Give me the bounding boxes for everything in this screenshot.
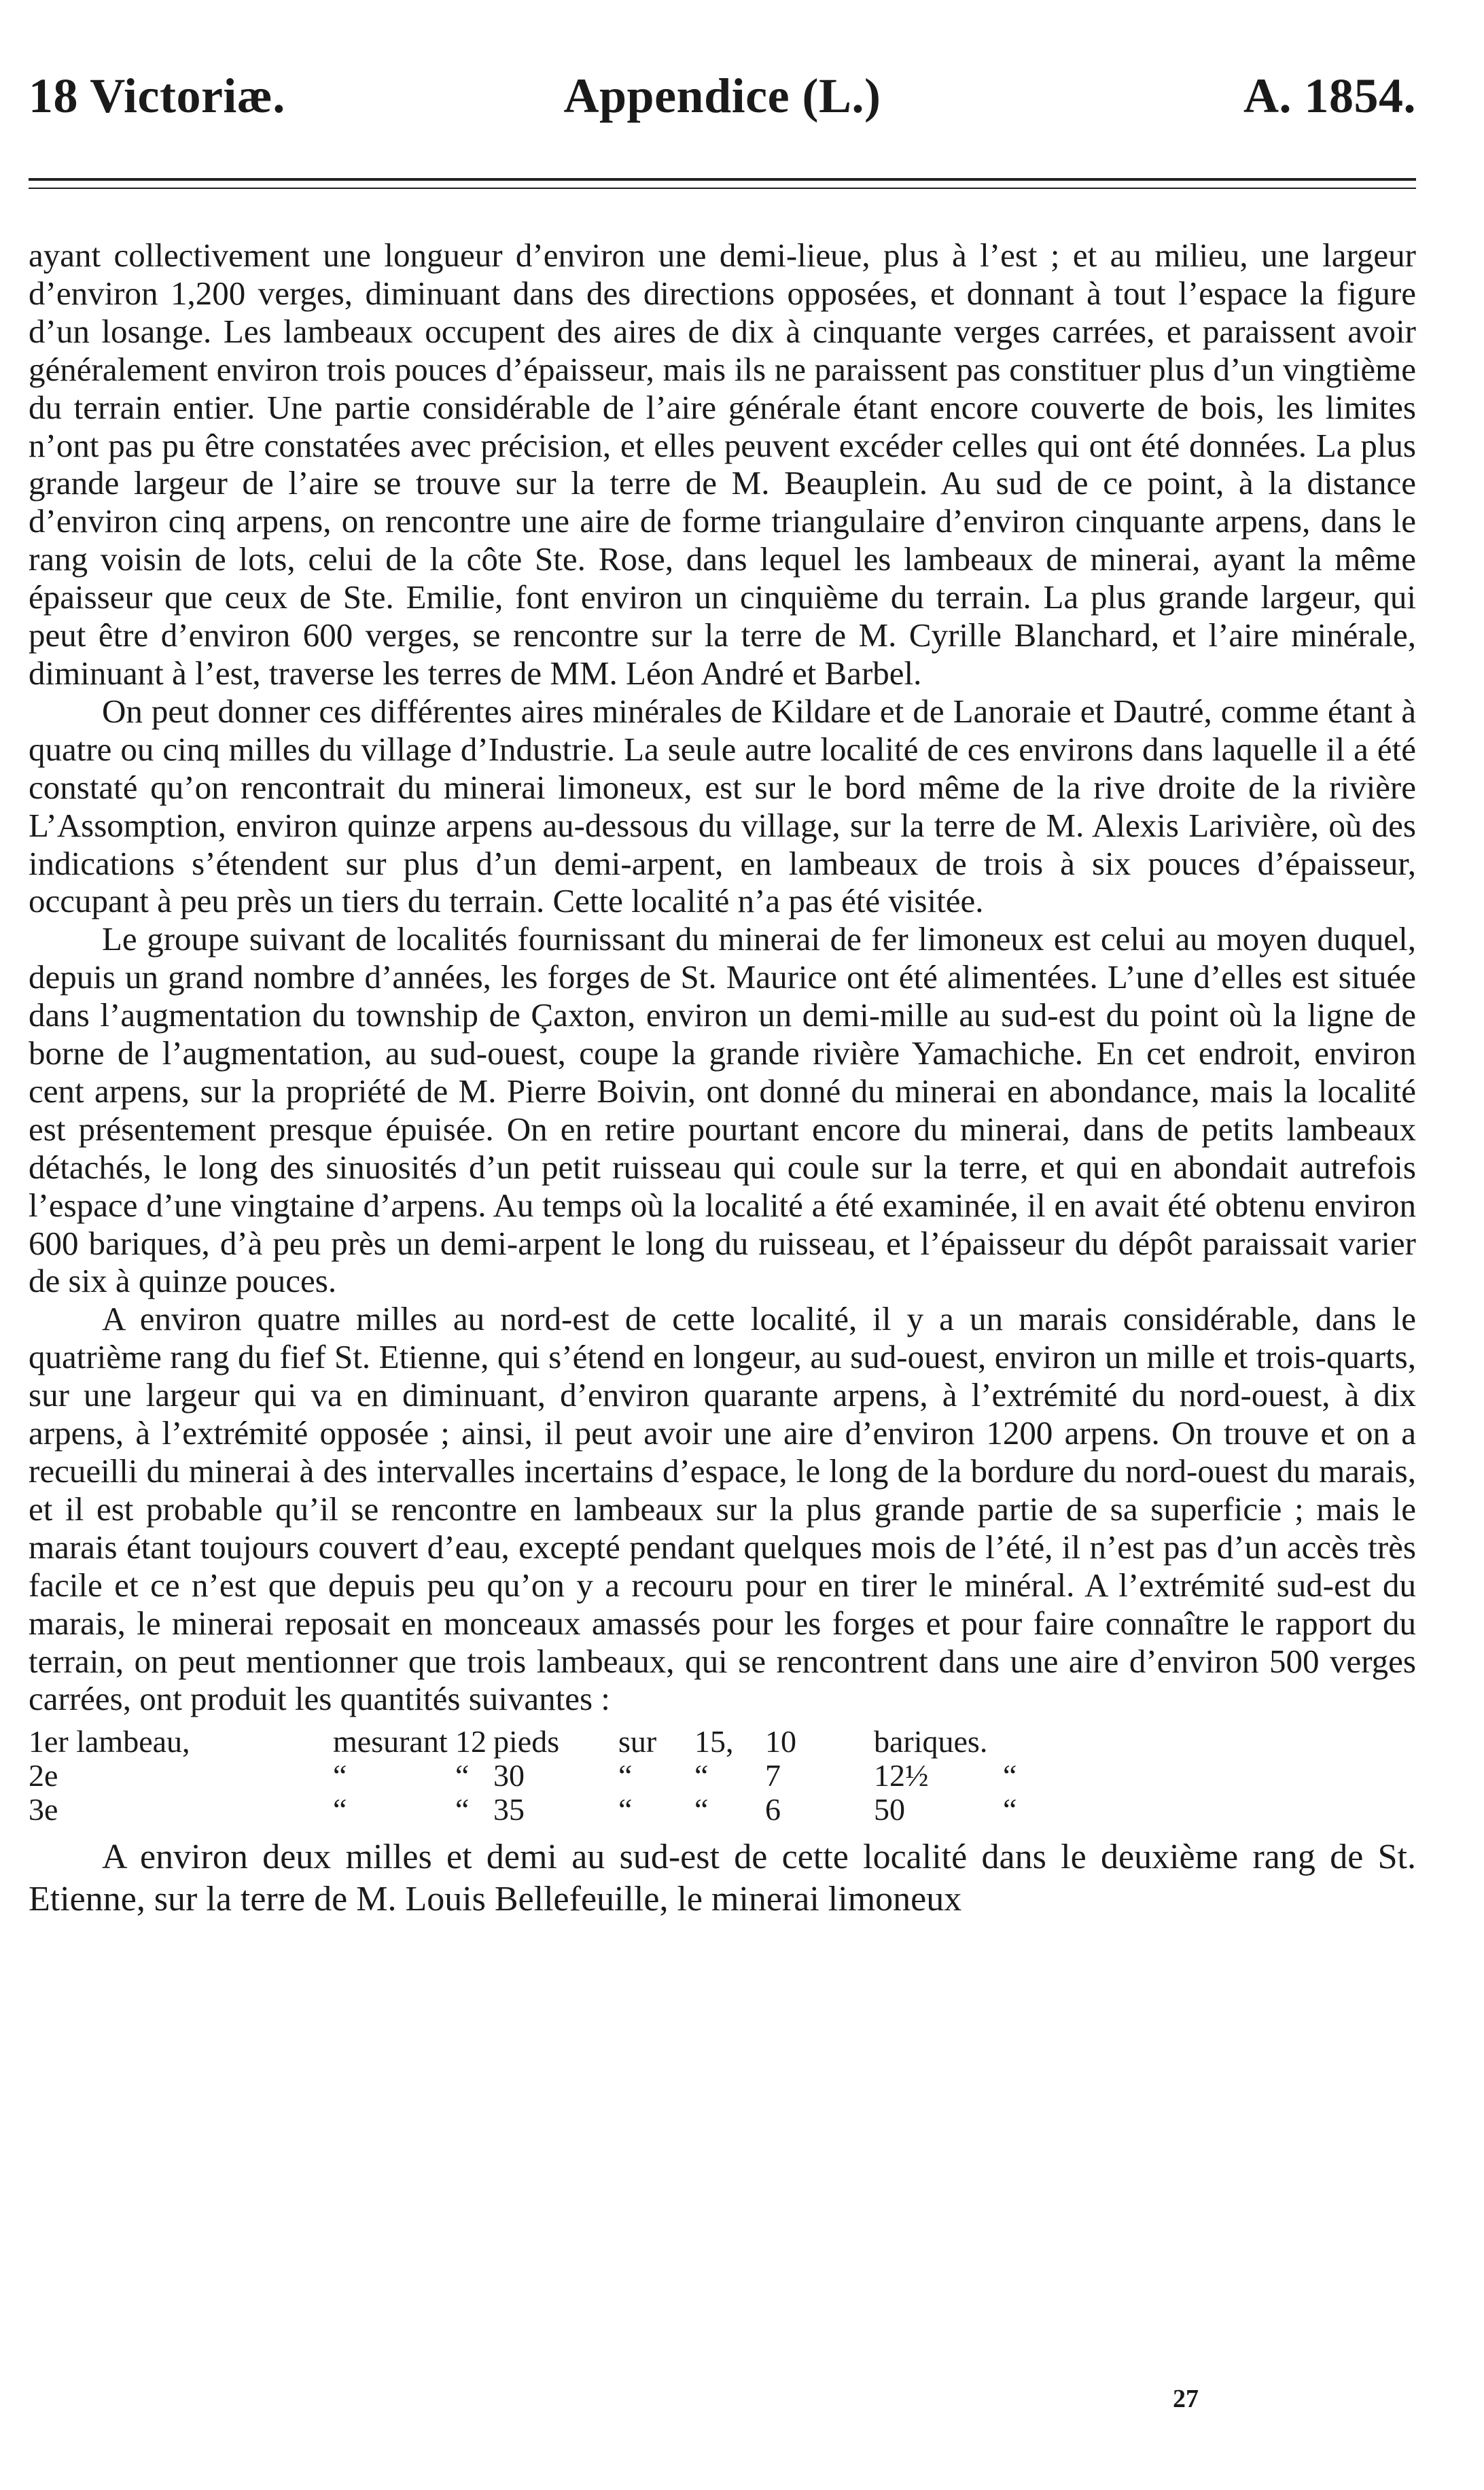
table-cell: mesurant [333,1724,448,1759]
header-session: 18 Victoriæ. [29,69,285,123]
table-cell: 1er lambeau, [29,1724,190,1759]
table-cell: 15, [694,1724,734,1759]
paragraph-continued: ayant collectivement une longueur d’environ une demi-lieue, plus à l’est ; et au milieu, une largeur d’environ 1,200 verges, diminuant dans des directions opposées, et donnant à tout l’espace la figure d’un losange. Les lambeaux occupent des aires de dix à cinquante verges carrées, et paraissent avoir généralement environ trois pouces d’épaisseur, mais ils ne paraissent pas constituer plus d’un vingtième du terrain entier. Une partie considérable de l’aire générale étant encore couverte de bois, les limites n’ont pas pu être constatées avec précision, et elles peuvent excéder celles qui ont été données. La plus grande largeur de l’aire se trouve sur la terre de M. Beauplein. Au sud de ce point, à la distance d’environ cinq arpens, on rencontre une aire de forme triangulaire d’environ cinquante arpens, dans le rang voisin de lots, celui de la côte Ste. Rose, dans lequel les lambeaux de minerai, ayant la même épaisseur que ceux de Ste. Emilie, font environ un cinquième du terrain. La plus grande largeur, qui peut être d’environ 600 verges, se rencontre sur la terre de M. Cyrille Blanchard, et l’aire minérale, diminuant à l’est, traverse les terres de MM. Léon André et Barbel. [29,236,1416,692]
header-rule-thick [29,178,1416,181]
table-row [29,1793,1416,1827]
table-cell: bariques. [874,1724,988,1759]
table-cell: “ [333,1758,347,1793]
table-cell: 12½ [874,1758,929,1793]
table-cell: “ [694,1758,709,1793]
table-cell: “ [1003,1758,1017,1793]
running-header [29,68,1416,129]
table-cell: sur [618,1724,657,1759]
table-cell: “ [333,1792,347,1827]
table-row [29,1725,1416,1759]
table-cell: 50 [874,1792,905,1827]
header-year: A. 1854. [1243,69,1416,123]
table-cell: “ [455,1758,470,1793]
table-cell: 6 [765,1792,781,1827]
table-cell: 35 [493,1792,525,1827]
table-cell: “ [618,1758,633,1793]
body-text [29,236,1416,1921]
quantities-table [29,1725,1416,1827]
table-cell: 10 [765,1724,796,1759]
table-cell: 12 [455,1724,487,1759]
page-number: 27 [1173,2385,1199,2413]
paragraph-kildare: On peut donner ces différentes aires minérales de Kildare et de Lanoraie et Dautré, comme étant à quatre ou cinq milles du village d’Industrie. La seule autre localité de ces environs dans laquelle il a été constaté qu’on rencontrait du minerai limoneux, est sur le bord même de la rive droite de la rivière L’Assomption, environ quinze arpens au-dessous du village, sur la terre de M. Alexis Larivière, où des indications s’étendent sur plus d’un demi-arpent, en lambeaux de trois à six pouces d’épaisseur, occupant à peu près un tiers du terrain. Cette localité n’a pas été visitée. [29,692,1416,920]
paragraph-bellefeuille: A environ deux milles et demi au sud-est de cette localité dans le deuxième rang de St. Etienne, sur la terre de M. Louis Bellefeuille, le minerai limoneux [29,1838,1416,1919]
table-cell: 7 [765,1758,781,1793]
table-cell: 2e [29,1758,58,1793]
paragraph-st-maurice: Le groupe suivant de localités fournissant du minerai de fer limoneux est celui au moyen duquel, depuis un grand nombre d’années, les forges de St. Maurice ont été alimentées. L’une d’elles est située dans l’augmentation du township de Çaxton, environ un demi-mille au sud-est du point où la ligne de borne de l’augmentation, au sud-ouest, coupe la grande rivière Yamachiche. En cet endroit, environ cent arpens, sur la propriété de M. Pierre Boivin, ont donné du minerai en abondance, mais la localité est présentement presque épuisée. On en retire pourtant encore du minerai, dans de petits lambeaux détachés, le long des sinuosités d’un petit ruisseau qui coule sur la terre, et qui en abondait autrefois l’espace d’une vingtaine d’arpens. Au temps où la localité a été examinée, il en avait été obtenu environ 600 bariques, d’à peu près un demi-arpent le long du ruisseau, et l’épaisseur du dépôt paraissait varier de six à quinze pouces. [29,920,1416,1300]
header-rule-thin [29,188,1416,189]
table-cell: 30 [493,1758,525,1793]
header-title: Appendice (L.) [563,69,881,123]
table-cell: “ [455,1792,470,1827]
table-cell: “ [618,1792,633,1827]
table-row [29,1759,1416,1793]
table-cell: pieds [493,1724,560,1759]
table-cell: 3e [29,1792,58,1827]
paragraph-marais: A environ quatre milles au nord-est de cette localité, il y a un marais considérable, dans le quatrième rang du fief St. Etienne, qui s’étend en longeur, au sud-ouest, environ un mille et trois-quarts, sur une largeur qui va en diminuant, d’environ quarante arpens, à l’extrémité du nord-ouest, à dix arpens, à l’extrémité opposée ; ainsi, il peut avoir une aire d’environ 1200 arpens. On trouve et on a recueilli du minerai à des intervalles incertains d’espace, le long de la bordure du nord-ouest du marais, et il est probable qu’il se rencontre en lambeaux sur la plus grande partie de sa superficie ; mais le marais étant toujours couvert d’eau, excepté pendant quelques mois de l’été, il n’est pas d’un accès très facile et ce n’est que depuis peu qu’on y a recouru pour en tirer le minéral. A l’extrémité sud-est du marais, le minerai reposait en monceaux amassés pour les forges et pour faire connaître le rapport du terrain, on peut mentionner que trois lambeaux, qui se rencontrent dans une aire d’environ 500 verges carrées, ont produit les quantités suivantes : [29,1300,1416,1718]
table-cell: “ [694,1792,709,1827]
table-cell: “ [1003,1792,1017,1827]
